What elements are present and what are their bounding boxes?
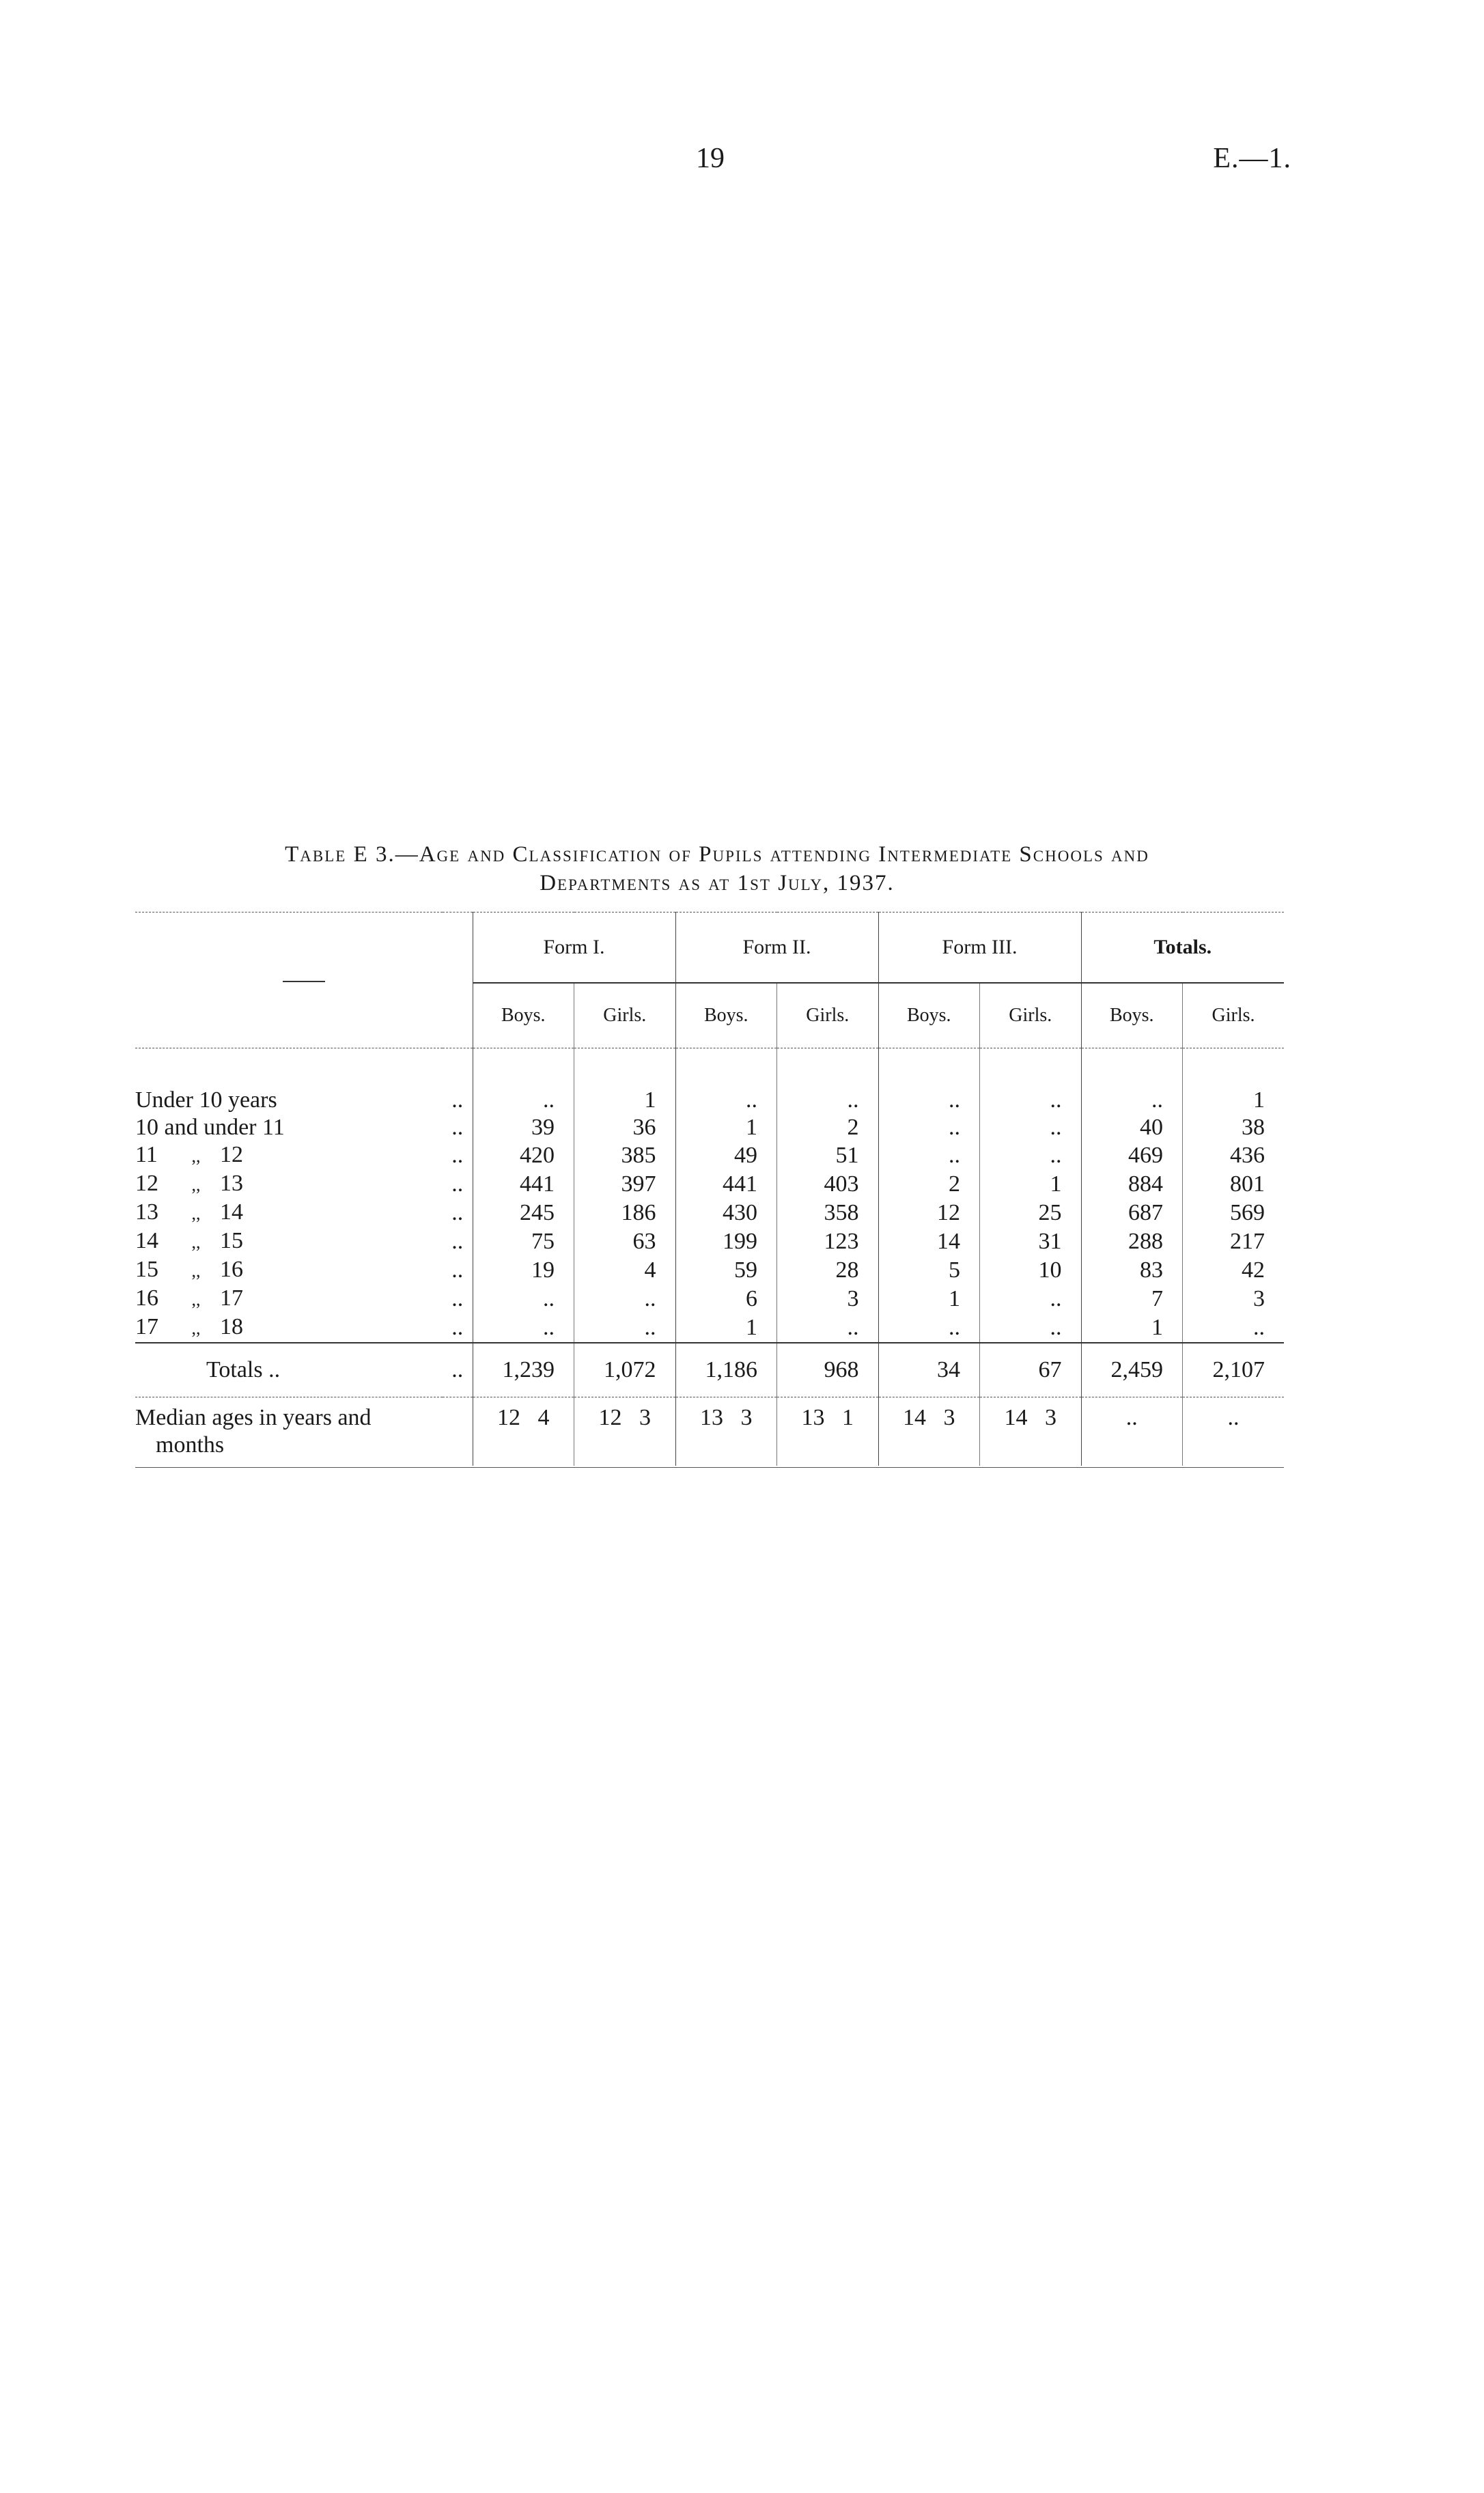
leader-dots: .. (443, 1343, 473, 1397)
table-cell: 430 (675, 1199, 777, 1227)
leader-dots: .. (451, 1171, 464, 1197)
ditto-mark: ,, (191, 1203, 201, 1223)
median-cell: .. (1081, 1397, 1183, 1466)
age-from: 10 and under 11 (135, 1115, 285, 1140)
table-cell: 403 (777, 1170, 879, 1199)
table-cell: .. (980, 1141, 1082, 1170)
age-range-label (135, 1114, 443, 1141)
table-cell: .. (980, 1313, 1082, 1343)
ditto-mark: ,, (191, 1146, 201, 1166)
table-row (135, 1313, 1284, 1343)
ditto-mark: ,, (191, 1232, 201, 1252)
age-classification-table (135, 912, 1284, 1468)
totals-cell: 1,072 (574, 1343, 676, 1397)
table-body (135, 1048, 1284, 1466)
age-range-label (135, 1313, 443, 1343)
table-cell: 7 (1081, 1285, 1183, 1313)
table-cell: 385 (574, 1141, 676, 1170)
table-cell: .. (1183, 1313, 1285, 1343)
median-ages-label (135, 1397, 473, 1466)
group-header-totals: Totals. (1081, 913, 1284, 984)
median-cell: .. (1183, 1397, 1285, 1466)
group-header-form-3: Form III. (878, 913, 1081, 984)
table-row (135, 1256, 1284, 1285)
sub-header-totals-boys: Boys. (1081, 983, 1183, 1048)
totals-cell: 2,459 (1081, 1343, 1183, 1397)
table-cell: 14 (878, 1227, 980, 1256)
age-range-label (135, 1285, 443, 1313)
table-title-line-2: Departments as at 1st July, 1937. (540, 871, 895, 895)
table-cell: 245 (473, 1199, 574, 1227)
table-cell: .. (473, 1285, 574, 1313)
table-cell: 288 (1081, 1227, 1183, 1256)
table-cell: 358 (777, 1199, 879, 1227)
group-header-form-1: Form I. (473, 913, 675, 984)
table-cell: 1 (675, 1313, 777, 1343)
table-cell: 51 (777, 1141, 879, 1170)
group-header-form-2: Form II. (675, 913, 878, 984)
ditto-mark: ,, (191, 1290, 201, 1309)
age-to: 17 (220, 1285, 243, 1311)
table-cell: 441 (473, 1170, 574, 1199)
median-cell: 13 1 (777, 1397, 879, 1466)
leader-dots: .. (451, 1087, 464, 1113)
table-cell: .. (980, 1114, 1082, 1141)
table-cell: 217 (1183, 1227, 1285, 1256)
table-cell: 49 (675, 1141, 777, 1170)
totals-row (135, 1343, 1284, 1397)
sub-header-form3-boys: Boys. (878, 983, 980, 1048)
age-range-label (135, 1066, 443, 1114)
table-cell: .. (777, 1313, 879, 1343)
table-cell: .. (675, 1066, 777, 1114)
table-cell: .. (1081, 1066, 1183, 1114)
median-cell: 12 3 (574, 1397, 676, 1466)
table-row (135, 1285, 1284, 1313)
age-to: 16 (220, 1257, 243, 1282)
table-cell: 123 (777, 1227, 879, 1256)
stub-dash (283, 981, 325, 982)
table-row (135, 1066, 1284, 1114)
group-header-row (135, 913, 1284, 984)
sub-header-form1-boys: Boys. (473, 983, 574, 1048)
table-cell: 3 (1183, 1285, 1285, 1313)
totals-cell: 968 (777, 1343, 879, 1397)
table-cell: 441 (675, 1170, 777, 1199)
table-cell: 884 (1081, 1170, 1183, 1199)
table-row (135, 1141, 1284, 1170)
age-from: 13 (135, 1199, 158, 1225)
age-to: 18 (220, 1314, 243, 1339)
table-cell: 31 (980, 1227, 1082, 1256)
table-cell: 19 (473, 1256, 574, 1285)
leader-dots: .. (451, 1143, 464, 1168)
table-cell: .. (980, 1066, 1082, 1114)
table-cell: 6 (675, 1285, 777, 1313)
table-cell: 75 (473, 1227, 574, 1256)
table-row (135, 1199, 1284, 1227)
totals-cell: 67 (980, 1343, 1082, 1397)
age-from: 12 (135, 1171, 158, 1196)
table-title (137, 840, 1298, 897)
age-to: 12 (220, 1142, 243, 1167)
table-cell: 420 (473, 1141, 574, 1170)
table-cell: 12 (878, 1199, 980, 1227)
age-to: 13 (220, 1171, 243, 1196)
table-cell: 1 (1183, 1066, 1285, 1114)
age-from: 16 (135, 1285, 158, 1311)
table-cell: .. (574, 1285, 676, 1313)
table-cell: .. (473, 1066, 574, 1114)
age-from: 17 (135, 1314, 158, 1339)
sub-header-form1-girls: Girls. (574, 983, 676, 1048)
age-range-label (135, 1227, 443, 1256)
ditto-mark: ,, (191, 1175, 201, 1195)
median-cell: 13 3 (675, 1397, 777, 1466)
median-label-line-1: Median ages in years and (135, 1405, 372, 1430)
stub-header (135, 913, 473, 1048)
table-row (135, 1170, 1284, 1199)
median-cell: 14 3 (980, 1397, 1082, 1466)
ditto-mark: ,, (191, 1318, 201, 1338)
age-from: Under 10 years (135, 1087, 277, 1113)
age-from: 15 (135, 1257, 158, 1282)
table-cell: .. (980, 1285, 1082, 1313)
table-bottom-rule (135, 1467, 1284, 1468)
age-range-label (135, 1170, 443, 1199)
table-cell: .. (473, 1313, 574, 1343)
table-cell: 1 (980, 1170, 1082, 1199)
table-cell: .. (574, 1313, 676, 1343)
age-range-label (135, 1199, 443, 1227)
table-cell: 469 (1081, 1141, 1183, 1170)
leader-dots: .. (451, 1115, 464, 1140)
table-cell: 39 (473, 1114, 574, 1141)
table-cell: 397 (574, 1170, 676, 1199)
sub-header-form3-girls: Girls. (980, 983, 1082, 1048)
sub-header-form2-girls: Girls. (777, 983, 879, 1048)
table-cell: 5 (878, 1256, 980, 1285)
table-cell: .. (777, 1066, 879, 1114)
table-cell: 186 (574, 1199, 676, 1227)
table-title-line-1: Table E 3.—Age and Classification of Pupils attending Intermediate Schools and (285, 842, 1149, 867)
table-cell: 25 (980, 1199, 1082, 1227)
table-cell: 38 (1183, 1114, 1285, 1141)
table-cell: 1 (574, 1066, 676, 1114)
table-cell: 36 (574, 1114, 676, 1141)
leader-dots: .. (451, 1315, 464, 1340)
table-cell: .. (878, 1066, 980, 1114)
age-from: 14 (135, 1228, 158, 1253)
table-cell: 569 (1183, 1199, 1285, 1227)
leader-dots: .. (451, 1286, 464, 1311)
median-ages-row (135, 1397, 1284, 1466)
table-cell: 687 (1081, 1199, 1183, 1227)
table-cell: 1 (1081, 1313, 1183, 1343)
table-cell: .. (878, 1313, 980, 1343)
table-cell: 3 (777, 1285, 879, 1313)
table-cell: 199 (675, 1227, 777, 1256)
totals-cell: 1,186 (675, 1343, 777, 1397)
table-cell: 436 (1183, 1141, 1285, 1170)
table-cell: 2 (777, 1114, 879, 1141)
totals-label: Totals .. (135, 1343, 443, 1397)
sub-header-totals-girls: Girls. (1183, 983, 1285, 1048)
median-label-line-2: months (156, 1432, 225, 1458)
age-range-label (135, 1141, 443, 1170)
leader-dots: .. (451, 1257, 464, 1283)
median-cell: 12 4 (473, 1397, 574, 1466)
table-row (135, 1114, 1284, 1141)
table-cell: 1 (675, 1114, 777, 1141)
age-to: 15 (220, 1228, 243, 1253)
table-cell: 42 (1183, 1256, 1285, 1285)
table-cell: .. (878, 1141, 980, 1170)
ditto-mark: ,, (191, 1261, 201, 1281)
table-cell: .. (878, 1114, 980, 1141)
age-to: 14 (220, 1199, 243, 1225)
page-number: 19 (696, 143, 725, 174)
table-cell: 1 (878, 1285, 980, 1313)
totals-cell: 34 (878, 1343, 980, 1397)
totals-cell: 1,239 (473, 1343, 574, 1397)
table-cell: 63 (574, 1227, 676, 1256)
table-cell: 2 (878, 1170, 980, 1199)
table-cell: 40 (1081, 1114, 1183, 1141)
table-cell: 59 (675, 1256, 777, 1285)
leader-dots: .. (451, 1200, 464, 1225)
table-cell: 28 (777, 1256, 879, 1285)
table-cell: 10 (980, 1256, 1082, 1285)
leader-dots: .. (451, 1229, 464, 1254)
age-range-label (135, 1256, 443, 1285)
series-reference: E.—1. (1213, 143, 1291, 174)
sub-header-form2-boys: Boys. (675, 983, 777, 1048)
spacer-row (135, 1048, 1284, 1067)
table-cell: 83 (1081, 1256, 1183, 1285)
table-cell: 4 (574, 1256, 676, 1285)
totals-cell: 2,107 (1183, 1343, 1285, 1397)
table-row (135, 1227, 1284, 1256)
age-from: 11 (135, 1142, 158, 1167)
table-cell: 801 (1183, 1170, 1285, 1199)
median-cell: 14 3 (878, 1397, 980, 1466)
